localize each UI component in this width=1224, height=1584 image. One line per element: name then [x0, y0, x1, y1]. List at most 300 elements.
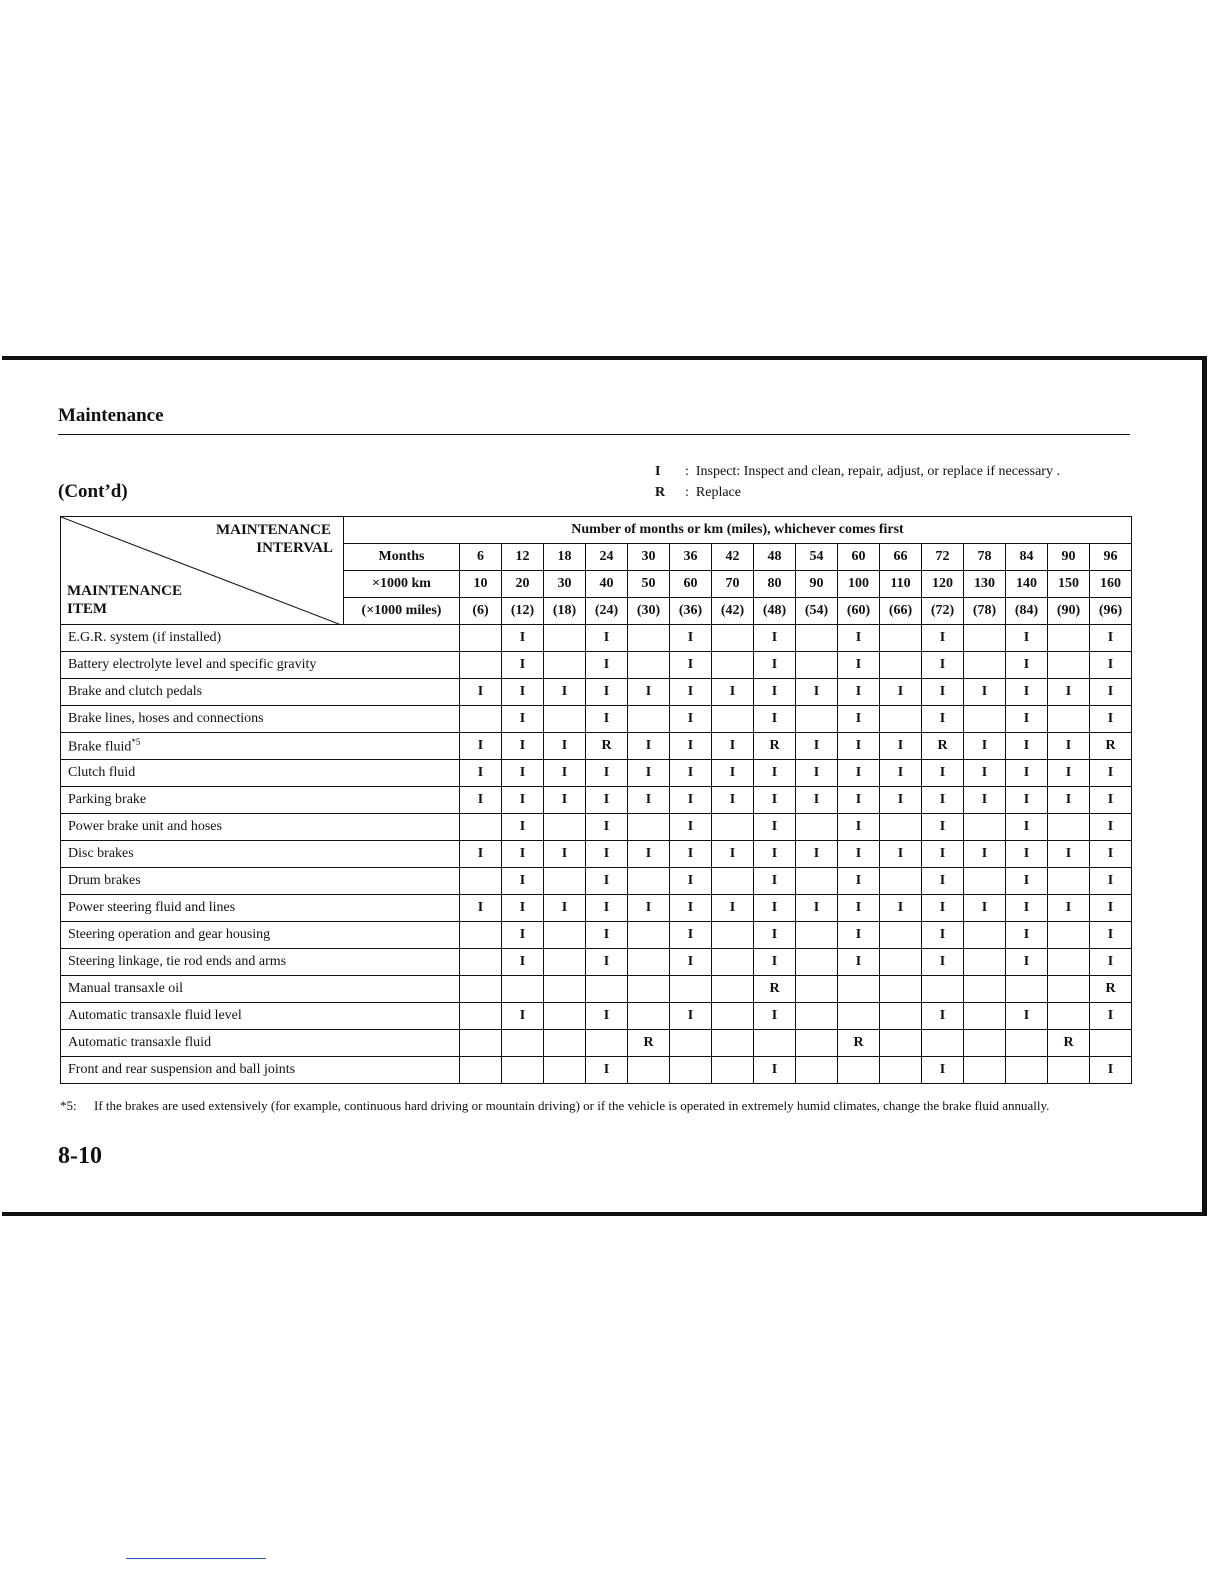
maintenance-item	[61, 733, 460, 760]
schedule-cell: I	[964, 679, 1006, 706]
schedule-cell: I	[628, 787, 670, 814]
schedule-cell	[796, 949, 838, 976]
schedule-cell	[628, 706, 670, 733]
months-value: 18	[544, 544, 586, 571]
schedule-cell: I	[670, 733, 712, 760]
schedule-cell	[796, 652, 838, 679]
table-row	[61, 922, 1132, 949]
schedule-cell: I	[1090, 841, 1132, 868]
schedule-cell: I	[838, 706, 880, 733]
schedule-cell: I	[670, 760, 712, 787]
schedule-cell: I	[586, 787, 628, 814]
schedule-cell: I	[1006, 652, 1048, 679]
schedule-cell: I	[502, 706, 544, 733]
schedule-cell: I	[502, 760, 544, 787]
section-title: Maintenance	[58, 405, 164, 426]
footnote	[60, 1096, 1132, 1116]
maintenance-item-label: Disc brakes	[68, 846, 134, 861]
schedule-cell: I	[502, 733, 544, 760]
table-corner	[61, 517, 344, 625]
months-label: Months	[344, 544, 460, 571]
schedule-cell	[502, 1030, 544, 1057]
maintenance-item-label: E.G.R. system (if installed)	[68, 630, 222, 645]
miles-value: (60)	[838, 598, 880, 625]
schedule-cell: I	[922, 841, 964, 868]
schedule-cell: I	[754, 706, 796, 733]
schedule-cell	[628, 949, 670, 976]
maintenance-item-label: Automatic transaxle fluid level	[68, 1008, 242, 1023]
schedule-cell: I	[1006, 949, 1048, 976]
miles-value: (18)	[544, 598, 586, 625]
schedule-cell: I	[754, 922, 796, 949]
schedule-cell: R	[754, 976, 796, 1003]
schedule-cell	[460, 1030, 502, 1057]
schedule-cell: I	[1090, 679, 1132, 706]
link-underline	[126, 1558, 266, 1559]
table-row	[61, 733, 1132, 760]
table-row	[61, 1057, 1132, 1084]
months-value: 48	[754, 544, 796, 571]
schedule-cell: I	[628, 841, 670, 868]
schedule-cell	[880, 652, 922, 679]
schedule-cell: I	[712, 760, 754, 787]
schedule-cell: I	[1090, 625, 1132, 652]
schedule-cell: I	[754, 1057, 796, 1084]
km-value: 60	[670, 571, 712, 598]
km-value: 80	[754, 571, 796, 598]
schedule-cell: I	[754, 625, 796, 652]
months-value: 72	[922, 544, 964, 571]
schedule-cell: I	[880, 895, 922, 922]
corner-item-label: MAINTENANCE	[67, 583, 183, 599]
schedule-cell	[880, 949, 922, 976]
schedule-cell: I	[670, 841, 712, 868]
schedule-cell	[460, 1057, 502, 1084]
schedule-cell	[796, 706, 838, 733]
schedule-cell: I	[628, 733, 670, 760]
months-value: 42	[712, 544, 754, 571]
miles-value: (96)	[1090, 598, 1132, 625]
schedule-cell	[544, 949, 586, 976]
schedule-cell: R	[1090, 976, 1132, 1003]
schedule-cell: I	[1090, 787, 1132, 814]
schedule-cell	[712, 922, 754, 949]
table-row	[61, 949, 1132, 976]
maintenance-item	[61, 706, 460, 733]
km-value: 10	[460, 571, 502, 598]
schedule-cell	[964, 1030, 1006, 1057]
interval-span-header: Number of months or km (miles), whichever comes first	[344, 517, 1132, 544]
maintenance-item-label: Brake and clutch pedals	[68, 684, 203, 699]
schedule-cell	[964, 814, 1006, 841]
miles-value: (42)	[712, 598, 754, 625]
schedule-cell	[544, 1003, 586, 1030]
table-row	[61, 976, 1132, 1003]
months-value: 12	[502, 544, 544, 571]
miles-value: (6)	[460, 598, 502, 625]
schedule-cell: I	[460, 733, 502, 760]
schedule-cell	[964, 706, 1006, 733]
schedule-cell: I	[670, 706, 712, 733]
schedule-cell	[628, 814, 670, 841]
schedule-cell: R	[1048, 1030, 1090, 1057]
schedule-cell: I	[922, 1057, 964, 1084]
schedule-cell	[838, 1057, 880, 1084]
schedule-cell	[964, 625, 1006, 652]
maintenance-item-label: Steering operation and gear housing	[68, 927, 271, 942]
schedule-cell	[544, 922, 586, 949]
schedule-cell: I	[922, 868, 964, 895]
schedule-cell	[796, 922, 838, 949]
legend-key: I	[655, 464, 661, 479]
table-row	[61, 1003, 1132, 1030]
schedule-cell	[586, 1030, 628, 1057]
schedule-cell: I	[838, 922, 880, 949]
schedule-cell	[544, 1030, 586, 1057]
schedule-cell: I	[460, 760, 502, 787]
schedule-cell: I	[670, 652, 712, 679]
schedule-cell: I	[922, 652, 964, 679]
schedule-cell	[880, 976, 922, 1003]
table-row	[61, 679, 1132, 706]
schedule-cell	[1006, 1057, 1048, 1084]
schedule-cell: I	[1090, 868, 1132, 895]
schedule-cell	[1006, 1030, 1048, 1057]
schedule-cell	[1048, 706, 1090, 733]
schedule-cell: I	[1006, 733, 1048, 760]
schedule-cell: I	[754, 787, 796, 814]
schedule-cell	[502, 1057, 544, 1084]
schedule-cell: I	[586, 949, 628, 976]
schedule-cell	[544, 625, 586, 652]
schedule-cell: I	[796, 895, 838, 922]
legend-text: Inspect: Inspect and clean, repair, adjust, or replace if necessary .	[695, 464, 1060, 479]
schedule-cell	[544, 706, 586, 733]
schedule-cell: I	[586, 922, 628, 949]
schedule-cell: I	[502, 868, 544, 895]
schedule-cell: I	[922, 787, 964, 814]
schedule-cell: I	[670, 868, 712, 895]
schedule-cell	[628, 652, 670, 679]
schedule-cell	[670, 1030, 712, 1057]
schedule-cell: I	[586, 1003, 628, 1030]
maintenance-item	[61, 1057, 460, 1084]
schedule-cell: I	[964, 733, 1006, 760]
months-value: 60	[838, 544, 880, 571]
table-row	[61, 760, 1132, 787]
schedule-cell	[880, 814, 922, 841]
schedule-cell: I	[880, 841, 922, 868]
schedule-cell: I	[1048, 895, 1090, 922]
schedule-cell: I	[922, 814, 964, 841]
months-value: 30	[628, 544, 670, 571]
schedule-cell: I	[1048, 841, 1090, 868]
maintenance-item	[61, 949, 460, 976]
schedule-cell: I	[502, 895, 544, 922]
schedule-cell	[964, 976, 1006, 1003]
months-value: 96	[1090, 544, 1132, 571]
table-row	[61, 868, 1132, 895]
schedule-cell: I	[628, 679, 670, 706]
schedule-cell: I	[502, 922, 544, 949]
table-row	[61, 625, 1132, 652]
months-value: 6	[460, 544, 502, 571]
schedule-cell: I	[838, 868, 880, 895]
schedule-cell	[712, 1057, 754, 1084]
schedule-cell	[796, 814, 838, 841]
schedule-cell: I	[754, 1003, 796, 1030]
schedule-cell: I	[754, 841, 796, 868]
km-value: 90	[796, 571, 838, 598]
schedule-cell: I	[922, 949, 964, 976]
schedule-cell	[964, 949, 1006, 976]
schedule-cell	[796, 1030, 838, 1057]
schedule-cell: I	[1090, 1057, 1132, 1084]
maintenance-item	[61, 976, 460, 1003]
schedule-cell: I	[502, 1003, 544, 1030]
schedule-cell: I	[922, 625, 964, 652]
schedule-cell: I	[586, 868, 628, 895]
schedule-cell	[796, 1057, 838, 1084]
schedule-cell	[880, 706, 922, 733]
schedule-cell: I	[838, 733, 880, 760]
title-rule	[58, 434, 1130, 435]
schedule-cell	[1048, 1003, 1090, 1030]
schedule-cell	[964, 1003, 1006, 1030]
schedule-cell: I	[502, 814, 544, 841]
schedule-cell: I	[1090, 760, 1132, 787]
schedule-cell	[460, 652, 502, 679]
schedule-cell	[544, 868, 586, 895]
legend-replace	[655, 482, 1060, 503]
schedule-cell	[1090, 1030, 1132, 1057]
schedule-cell	[796, 1003, 838, 1030]
schedule-cell: I	[544, 895, 586, 922]
schedule-cell	[1048, 976, 1090, 1003]
schedule-cell	[712, 868, 754, 895]
schedule-cell	[502, 976, 544, 1003]
schedule-cell	[1048, 922, 1090, 949]
schedule-cell: I	[460, 841, 502, 868]
miles-value: (54)	[796, 598, 838, 625]
schedule-cell	[460, 949, 502, 976]
months-value: 24	[586, 544, 628, 571]
schedule-cell: I	[880, 787, 922, 814]
schedule-cell: I	[502, 787, 544, 814]
schedule-cell	[712, 949, 754, 976]
schedule-cell	[964, 1057, 1006, 1084]
footnote-mark: *5:	[60, 1098, 77, 1113]
miles-value: (48)	[754, 598, 796, 625]
km-value: 20	[502, 571, 544, 598]
schedule-cell: I	[754, 760, 796, 787]
maintenance-item	[61, 841, 460, 868]
schedule-cell: I	[586, 625, 628, 652]
schedule-cell: I	[1090, 652, 1132, 679]
schedule-cell: I	[796, 733, 838, 760]
corner-interval-label: MAINTENANCE	[215, 522, 331, 538]
legend	[655, 461, 1060, 503]
schedule-cell	[712, 976, 754, 1003]
schedule-cell: I	[502, 679, 544, 706]
schedule-cell	[628, 1057, 670, 1084]
schedule-cell: I	[922, 922, 964, 949]
maintenance-item-label: Brake fluid	[68, 739, 132, 755]
schedule-cell: I	[796, 760, 838, 787]
schedule-cell: I	[838, 949, 880, 976]
schedule-cell: I	[544, 787, 586, 814]
schedule-cell: I	[880, 760, 922, 787]
schedule-cell: I	[460, 787, 502, 814]
schedule-cell	[754, 1030, 796, 1057]
maintenance-item	[61, 679, 460, 706]
schedule-cell: I	[670, 814, 712, 841]
schedule-cell: I	[586, 706, 628, 733]
schedule-cell: I	[628, 760, 670, 787]
schedule-cell: I	[586, 1057, 628, 1084]
schedule-cell: I	[796, 787, 838, 814]
schedule-cell: I	[1006, 787, 1048, 814]
schedule-cell: R	[1090, 733, 1132, 760]
schedule-cell	[796, 625, 838, 652]
schedule-cell	[544, 976, 586, 1003]
schedule-cell	[670, 1057, 712, 1084]
schedule-cell	[1006, 976, 1048, 1003]
schedule-cell: I	[754, 868, 796, 895]
schedule-cell: I	[796, 841, 838, 868]
schedule-cell	[628, 976, 670, 1003]
corner-item-label: ITEM	[67, 601, 108, 617]
schedule-cell	[712, 1003, 754, 1030]
schedule-cell: I	[1006, 895, 1048, 922]
schedule-cell	[712, 1030, 754, 1057]
schedule-cell	[544, 1057, 586, 1084]
schedule-cell	[712, 706, 754, 733]
schedule-cell: I	[670, 1003, 712, 1030]
table-row	[61, 652, 1132, 679]
schedule-cell	[796, 868, 838, 895]
schedule-cell: I	[460, 679, 502, 706]
maintenance-item	[61, 1003, 460, 1030]
legend-sep: :	[685, 485, 689, 500]
schedule-cell: I	[1048, 733, 1090, 760]
schedule-cell: I	[796, 679, 838, 706]
schedule-cell: I	[502, 652, 544, 679]
schedule-cell	[880, 625, 922, 652]
schedule-cell: I	[1090, 706, 1132, 733]
schedule-cell: I	[586, 814, 628, 841]
maintenance-item	[61, 895, 460, 922]
maintenance-item-label: Drum brakes	[68, 873, 141, 888]
schedule-cell: R	[754, 733, 796, 760]
schedule-cell	[880, 1030, 922, 1057]
schedule-cell: I	[586, 652, 628, 679]
schedule-cell: I	[670, 949, 712, 976]
schedule-cell: I	[964, 760, 1006, 787]
maintenance-item	[61, 868, 460, 895]
schedule-cell: I	[838, 814, 880, 841]
schedule-cell: I	[838, 625, 880, 652]
maintenance-item	[61, 625, 460, 652]
maintenance-item-label: Automatic transaxle fluid	[68, 1035, 212, 1050]
km-value: 150	[1048, 571, 1090, 598]
schedule-cell	[1048, 1057, 1090, 1084]
schedule-cell: I	[754, 814, 796, 841]
schedule-cell	[460, 976, 502, 1003]
schedule-cell	[1048, 949, 1090, 976]
schedule-cell: I	[838, 895, 880, 922]
maintenance-item-label: Power steering fluid and lines	[68, 900, 236, 915]
table-row	[61, 787, 1132, 814]
schedule-cell: I	[838, 679, 880, 706]
schedule-cell: I	[712, 679, 754, 706]
schedule-cell	[544, 652, 586, 679]
schedule-cell	[460, 1003, 502, 1030]
months-value: 90	[1048, 544, 1090, 571]
schedule-cell: I	[838, 787, 880, 814]
maintenance-item-label: Steering linkage, tie rod ends and arms	[68, 954, 287, 969]
schedule-cell: I	[964, 841, 1006, 868]
schedule-cell: I	[544, 679, 586, 706]
footnote-reference: *5	[131, 736, 141, 747]
maintenance-item	[61, 1030, 460, 1057]
schedule-cell: I	[922, 679, 964, 706]
schedule-cell	[964, 922, 1006, 949]
months-value: 66	[880, 544, 922, 571]
schedule-cell: I	[922, 895, 964, 922]
schedule-cell: I	[586, 841, 628, 868]
schedule-cell: I	[1006, 814, 1048, 841]
miles-value: (30)	[628, 598, 670, 625]
schedule-cell	[628, 868, 670, 895]
km-value: 110	[880, 571, 922, 598]
months-value: 54	[796, 544, 838, 571]
table-row	[61, 895, 1132, 922]
legend-inspect	[655, 461, 1060, 482]
schedule-cell: I	[712, 733, 754, 760]
miles-value: (66)	[880, 598, 922, 625]
schedule-cell: I	[964, 787, 1006, 814]
maintenance-item-label: Manual transaxle oil	[68, 981, 184, 996]
maintenance-item	[61, 787, 460, 814]
schedule-cell: I	[712, 841, 754, 868]
months-value: 36	[670, 544, 712, 571]
schedule-cell	[964, 652, 1006, 679]
schedule-cell	[460, 922, 502, 949]
schedule-cell: I	[880, 679, 922, 706]
schedule-cell: I	[754, 895, 796, 922]
page-number: 8-10	[58, 1143, 102, 1169]
schedule-cell	[1048, 652, 1090, 679]
schedule-cell: I	[586, 679, 628, 706]
maintenance-item	[61, 814, 460, 841]
schedule-cell	[1048, 868, 1090, 895]
schedule-cell: I	[1090, 814, 1132, 841]
schedule-cell	[712, 625, 754, 652]
maintenance-item-label: Brake lines, hoses and connections	[68, 711, 264, 726]
maintenance-item-label: Front and rear suspension and ball joints	[68, 1062, 296, 1077]
schedule-cell	[922, 976, 964, 1003]
schedule-cell: I	[922, 706, 964, 733]
schedule-cell: I	[544, 760, 586, 787]
miles-label: (×1000 miles)	[344, 598, 460, 625]
schedule-cell: I	[712, 895, 754, 922]
schedule-cell: I	[1090, 895, 1132, 922]
km-value: 120	[922, 571, 964, 598]
schedule-cell	[628, 1003, 670, 1030]
schedule-cell: I	[964, 895, 1006, 922]
schedule-cell: I	[1048, 679, 1090, 706]
